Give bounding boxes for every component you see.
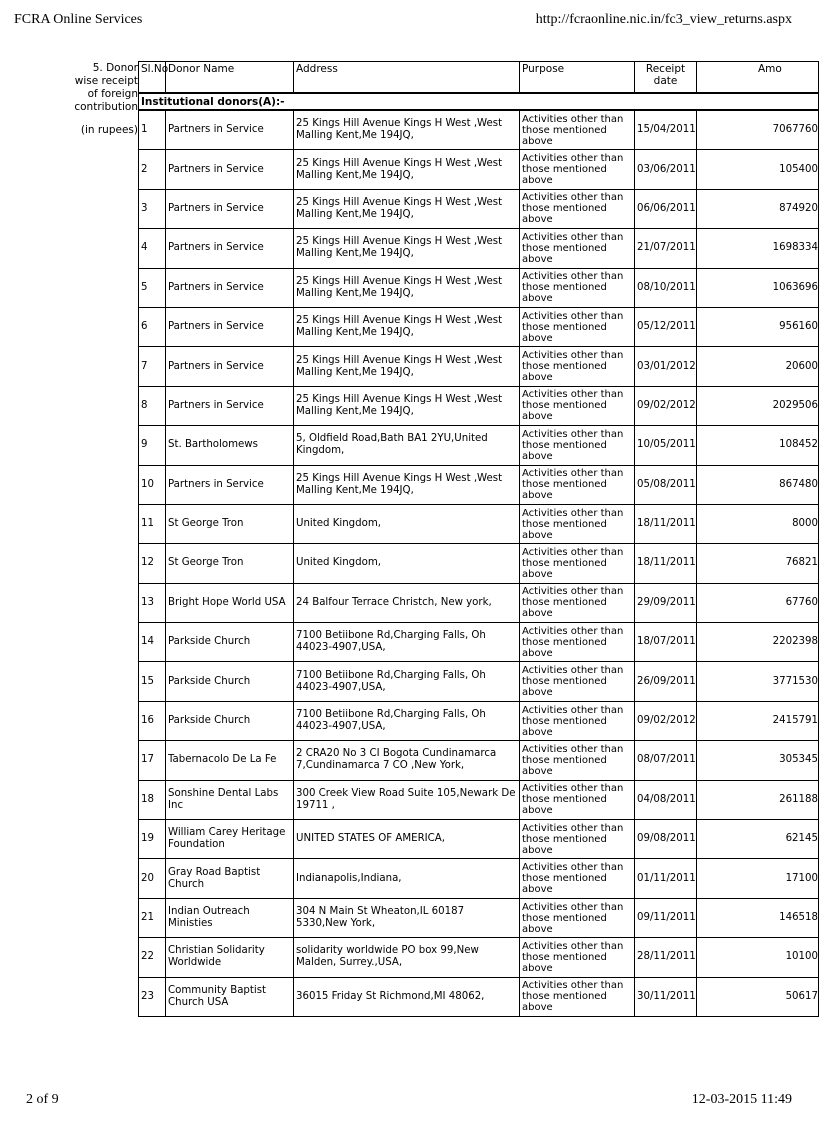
cell-receipt-date: 15/04/2011 xyxy=(635,110,697,150)
cell-purpose: Activities other than those mentioned above xyxy=(520,268,635,307)
cell-purpose: Activities other than those mentioned above xyxy=(520,504,635,543)
cell-receipt-date: 08/10/2011 xyxy=(635,268,697,307)
cell-purpose: Activities other than those mentioned above xyxy=(520,426,635,465)
cell-sl: 10 xyxy=(139,465,166,504)
cell-purpose: Activities other than those mentioned above xyxy=(520,150,635,189)
cell-sl: 22 xyxy=(139,938,166,977)
cell-donor-name: Parkside Church xyxy=(166,662,294,701)
cell-address: 300 Creek View Road Suite 105,Newark De 19711 , xyxy=(294,780,520,819)
cell-address: 36015 Friday St Richmond,MI 48062, xyxy=(294,977,520,1016)
cell-receipt-date: 09/08/2011 xyxy=(635,820,697,859)
table-row xyxy=(139,701,819,740)
cell-address: 7100 Betiibone Rd,Charging Falls, Oh 44023-4907,USA, xyxy=(294,662,520,701)
cell-receipt-date: 10/05/2011 xyxy=(635,426,697,465)
cell-amount: 17100 xyxy=(697,859,819,898)
cell-purpose: Activities other than those mentioned above xyxy=(520,820,635,859)
cell-sl: 8 xyxy=(139,386,166,425)
cell-donor-name: Partners in Service xyxy=(166,347,294,386)
currency-unit-label: (in rupees) xyxy=(80,124,138,136)
cell-receipt-date: 28/11/2011 xyxy=(635,938,697,977)
column-header-sl: Sl.No xyxy=(139,62,166,94)
column-header-purpose: Purpose xyxy=(520,62,635,94)
cell-donor-name: Partners in Service xyxy=(166,229,294,268)
cell-sl: 7 xyxy=(139,347,166,386)
cell-donor-name: William Carey Heritage Foundation xyxy=(166,820,294,859)
cell-amount: 305345 xyxy=(697,741,819,780)
cell-sl: 16 xyxy=(139,701,166,740)
cell-amount: 2202398 xyxy=(697,623,819,662)
cell-receipt-date: 01/11/2011 xyxy=(635,859,697,898)
cell-sl: 15 xyxy=(139,662,166,701)
cell-receipt-date: 08/07/2011 xyxy=(635,741,697,780)
cell-sl: 21 xyxy=(139,898,166,937)
cell-sl: 23 xyxy=(139,977,166,1016)
cell-receipt-date: 06/06/2011 xyxy=(635,189,697,228)
table-row xyxy=(139,426,819,465)
cell-donor-name: Partners in Service xyxy=(166,465,294,504)
cell-purpose: Activities other than those mentioned above xyxy=(520,307,635,346)
print-timestamp: 12-03-2015 11:49 xyxy=(691,1092,792,1107)
table-row xyxy=(139,662,819,701)
table-row xyxy=(139,898,819,937)
cell-receipt-date: 09/11/2011 xyxy=(635,898,697,937)
table-row xyxy=(139,307,819,346)
cell-address: UNITED STATES OF AMERICA, xyxy=(294,820,520,859)
cell-sl: 19 xyxy=(139,820,166,859)
table-row xyxy=(139,189,819,228)
cell-sl: 20 xyxy=(139,859,166,898)
cell-amount: 105400 xyxy=(697,150,819,189)
cell-purpose: Activities other than those mentioned above xyxy=(520,662,635,701)
cell-address: 25 Kings Hill Avenue Kings H West ,West Malling Kent,Me 194JQ, xyxy=(294,110,520,150)
cell-address: 25 Kings Hill Avenue Kings H West ,West Malling Kent,Me 194JQ, xyxy=(294,386,520,425)
cell-donor-name: Parkside Church xyxy=(166,623,294,662)
cell-purpose: Activities other than those mentioned above xyxy=(520,938,635,977)
section-row xyxy=(139,93,819,110)
page-header xyxy=(0,12,800,32)
cell-donor-name: Partners in Service xyxy=(166,386,294,425)
cell-purpose: Activities other than those mentioned above xyxy=(520,347,635,386)
section-label: 5. Donor wise receipt of foreign contribution xyxy=(74,62,138,113)
table-row xyxy=(139,820,819,859)
cell-purpose: Activities other than those mentioned above xyxy=(520,780,635,819)
cell-address: 7100 Betiibone Rd,Charging Falls, Oh 44023-4907,USA, xyxy=(294,701,520,740)
cell-sl: 3 xyxy=(139,189,166,228)
cell-purpose: Activities other than those mentioned above xyxy=(520,544,635,583)
cell-purpose: Activities other than those mentioned above xyxy=(520,465,635,504)
cell-receipt-date: 21/07/2011 xyxy=(635,229,697,268)
cell-sl: 18 xyxy=(139,780,166,819)
cell-sl: 1 xyxy=(139,110,166,150)
column-header-amount: Amo xyxy=(697,62,819,94)
cell-amount: 146518 xyxy=(697,898,819,937)
cell-sl: 5 xyxy=(139,268,166,307)
cell-amount: 874920 xyxy=(697,189,819,228)
table-header-row xyxy=(139,62,819,94)
cell-sl: 13 xyxy=(139,583,166,622)
cell-purpose: Activities other than those mentioned above xyxy=(520,110,635,150)
cell-address: solidarity worldwide PO box 99,New Malden, Surrey.,USA, xyxy=(294,938,520,977)
cell-address: 25 Kings Hill Avenue Kings H West ,West Malling Kent,Me 194JQ, xyxy=(294,150,520,189)
cell-sl: 9 xyxy=(139,426,166,465)
cell-sl: 17 xyxy=(139,741,166,780)
cell-amount: 67760 xyxy=(697,583,819,622)
cell-donor-name: Bright Hope World USA xyxy=(166,583,294,622)
cell-purpose: Activities other than those mentioned above xyxy=(520,189,635,228)
cell-receipt-date: 04/08/2011 xyxy=(635,780,697,819)
table-row xyxy=(139,977,819,1016)
table-row xyxy=(139,347,819,386)
cell-amount: 3771530 xyxy=(697,662,819,701)
cell-address: 25 Kings Hill Avenue Kings H West ,West Malling Kent,Me 194JQ, xyxy=(294,189,520,228)
cell-address: United Kingdom, xyxy=(294,544,520,583)
cell-donor-name: Partners in Service xyxy=(166,268,294,307)
donor-table xyxy=(138,61,819,1017)
cell-address: 25 Kings Hill Avenue Kings H West ,West Malling Kent,Me 194JQ, xyxy=(294,268,520,307)
cell-amount: 1063696 xyxy=(697,268,819,307)
table-row xyxy=(139,859,819,898)
table-row xyxy=(139,780,819,819)
cell-donor-name: Sonshine Dental Labs Inc xyxy=(166,780,294,819)
cell-sl: 6 xyxy=(139,307,166,346)
table-row xyxy=(139,741,819,780)
page-number: 2 of 9 xyxy=(26,1092,59,1107)
table-row xyxy=(139,229,819,268)
table-row xyxy=(139,465,819,504)
section-title: Institutional donors(A):- xyxy=(139,93,819,110)
column-header-receipt-date: Receipt date xyxy=(635,62,697,94)
cell-purpose: Activities other than those mentioned above xyxy=(520,977,635,1016)
cell-receipt-date: 18/11/2011 xyxy=(635,504,697,543)
cell-address: 25 Kings Hill Avenue Kings H West ,West Malling Kent,Me 194JQ, xyxy=(294,229,520,268)
cell-donor-name: Partners in Service xyxy=(166,110,294,150)
cell-purpose: Activities other than those mentioned above xyxy=(520,701,635,740)
cell-donor-name: St George Tron xyxy=(166,504,294,543)
cell-purpose: Activities other than those mentioned above xyxy=(520,229,635,268)
cell-receipt-date: 09/02/2012 xyxy=(635,701,697,740)
cell-purpose: Activities other than those mentioned above xyxy=(520,859,635,898)
table-row xyxy=(139,504,819,543)
cell-address: Indianapolis,Indiana, xyxy=(294,859,520,898)
cell-amount: 50617 xyxy=(697,977,819,1016)
cell-address: United Kingdom, xyxy=(294,504,520,543)
cell-donor-name: Gray Road Baptist Church xyxy=(166,859,294,898)
cell-amount: 867480 xyxy=(697,465,819,504)
cell-sl: 4 xyxy=(139,229,166,268)
cell-address: 2 CRA20 No 3 CI Bogota Cundinamarca 7,Cundinamarca 7 CO ,New York, xyxy=(294,741,520,780)
cell-donor-name: Partners in Service xyxy=(166,189,294,228)
cell-amount: 2029506 xyxy=(697,386,819,425)
table-row xyxy=(139,583,819,622)
cell-sl: 2 xyxy=(139,150,166,189)
cell-amount: 10100 xyxy=(697,938,819,977)
table-row xyxy=(139,110,819,150)
cell-purpose: Activities other than those mentioned above xyxy=(520,623,635,662)
cell-donor-name: Indian Outreach Ministies xyxy=(166,898,294,937)
cell-amount: 20600 xyxy=(697,347,819,386)
cell-amount: 76821 xyxy=(697,544,819,583)
column-header-donor-name: Donor Name xyxy=(166,62,294,94)
cell-donor-name: St George Tron xyxy=(166,544,294,583)
table-row xyxy=(139,386,819,425)
table-row xyxy=(139,150,819,189)
site-title: FCRA Online Services xyxy=(14,12,143,27)
cell-purpose: Activities other than those mentioned above xyxy=(520,898,635,937)
cell-donor-name: Tabernacolo De La Fe xyxy=(166,741,294,780)
cell-receipt-date: 29/09/2011 xyxy=(635,583,697,622)
cell-purpose: Activities other than those mentioned above xyxy=(520,741,635,780)
cell-amount: 2415791 xyxy=(697,701,819,740)
cell-amount: 8000 xyxy=(697,504,819,543)
cell-address: 7100 Betiibone Rd,Charging Falls, Oh 44023-4907,USA, xyxy=(294,623,520,662)
cell-amount: 1698334 xyxy=(697,229,819,268)
cell-receipt-date: 03/06/2011 xyxy=(635,150,697,189)
cell-purpose: Activities other than those mentioned above xyxy=(520,583,635,622)
table-row xyxy=(139,544,819,583)
cell-address: 25 Kings Hill Avenue Kings H West ,West Malling Kent,Me 194JQ, xyxy=(294,347,520,386)
cell-amount: 108452 xyxy=(697,426,819,465)
cell-sl: 11 xyxy=(139,504,166,543)
cell-receipt-date: 18/07/2011 xyxy=(635,623,697,662)
cell-receipt-date: 05/08/2011 xyxy=(635,465,697,504)
cell-receipt-date: 26/09/2011 xyxy=(635,662,697,701)
cell-amount: 62145 xyxy=(697,820,819,859)
cell-donor-name: Community Baptist Church USA xyxy=(166,977,294,1016)
cell-address: 304 N Main St Wheaton,IL 60187 5330,New York, xyxy=(294,898,520,937)
cell-sl: 14 xyxy=(139,623,166,662)
cell-address: 5, Oldfield Road,Bath BA1 2YU,United Kingdom, xyxy=(294,426,520,465)
cell-address: 24 Balfour Terrace Christch, New york, xyxy=(294,583,520,622)
column-header-address: Address xyxy=(294,62,520,94)
table-row xyxy=(139,938,819,977)
cell-donor-name: Christian Solidarity Worldwide xyxy=(166,938,294,977)
cell-address: 25 Kings Hill Avenue Kings H West ,West Malling Kent,Me 194JQ, xyxy=(294,307,520,346)
cell-donor-name: St. Bartholomews xyxy=(166,426,294,465)
cell-amount: 956160 xyxy=(697,307,819,346)
cell-receipt-date: 18/11/2011 xyxy=(635,544,697,583)
cell-amount: 7067760 xyxy=(697,110,819,150)
cell-receipt-date: 03/01/2012 xyxy=(635,347,697,386)
cell-donor-name: Partners in Service xyxy=(166,150,294,189)
page-url: http://fcraonline.nic.in/fc3_view_returns.aspx xyxy=(535,12,792,27)
cell-receipt-date: 09/02/2012 xyxy=(635,386,697,425)
table-row xyxy=(139,623,819,662)
page-footer xyxy=(0,1092,800,1112)
cell-purpose: Activities other than those mentioned above xyxy=(520,386,635,425)
cell-amount: 261188 xyxy=(697,780,819,819)
donor-table-container xyxy=(138,61,818,1025)
table-row xyxy=(139,268,819,307)
cell-sl: 12 xyxy=(139,544,166,583)
cell-address: 25 Kings Hill Avenue Kings H West ,West Malling Kent,Me 194JQ, xyxy=(294,465,520,504)
cell-donor-name: Partners in Service xyxy=(166,307,294,346)
cell-receipt-date: 30/11/2011 xyxy=(635,977,697,1016)
cell-receipt-date: 05/12/2011 xyxy=(635,307,697,346)
cell-donor-name: Parkside Church xyxy=(166,701,294,740)
